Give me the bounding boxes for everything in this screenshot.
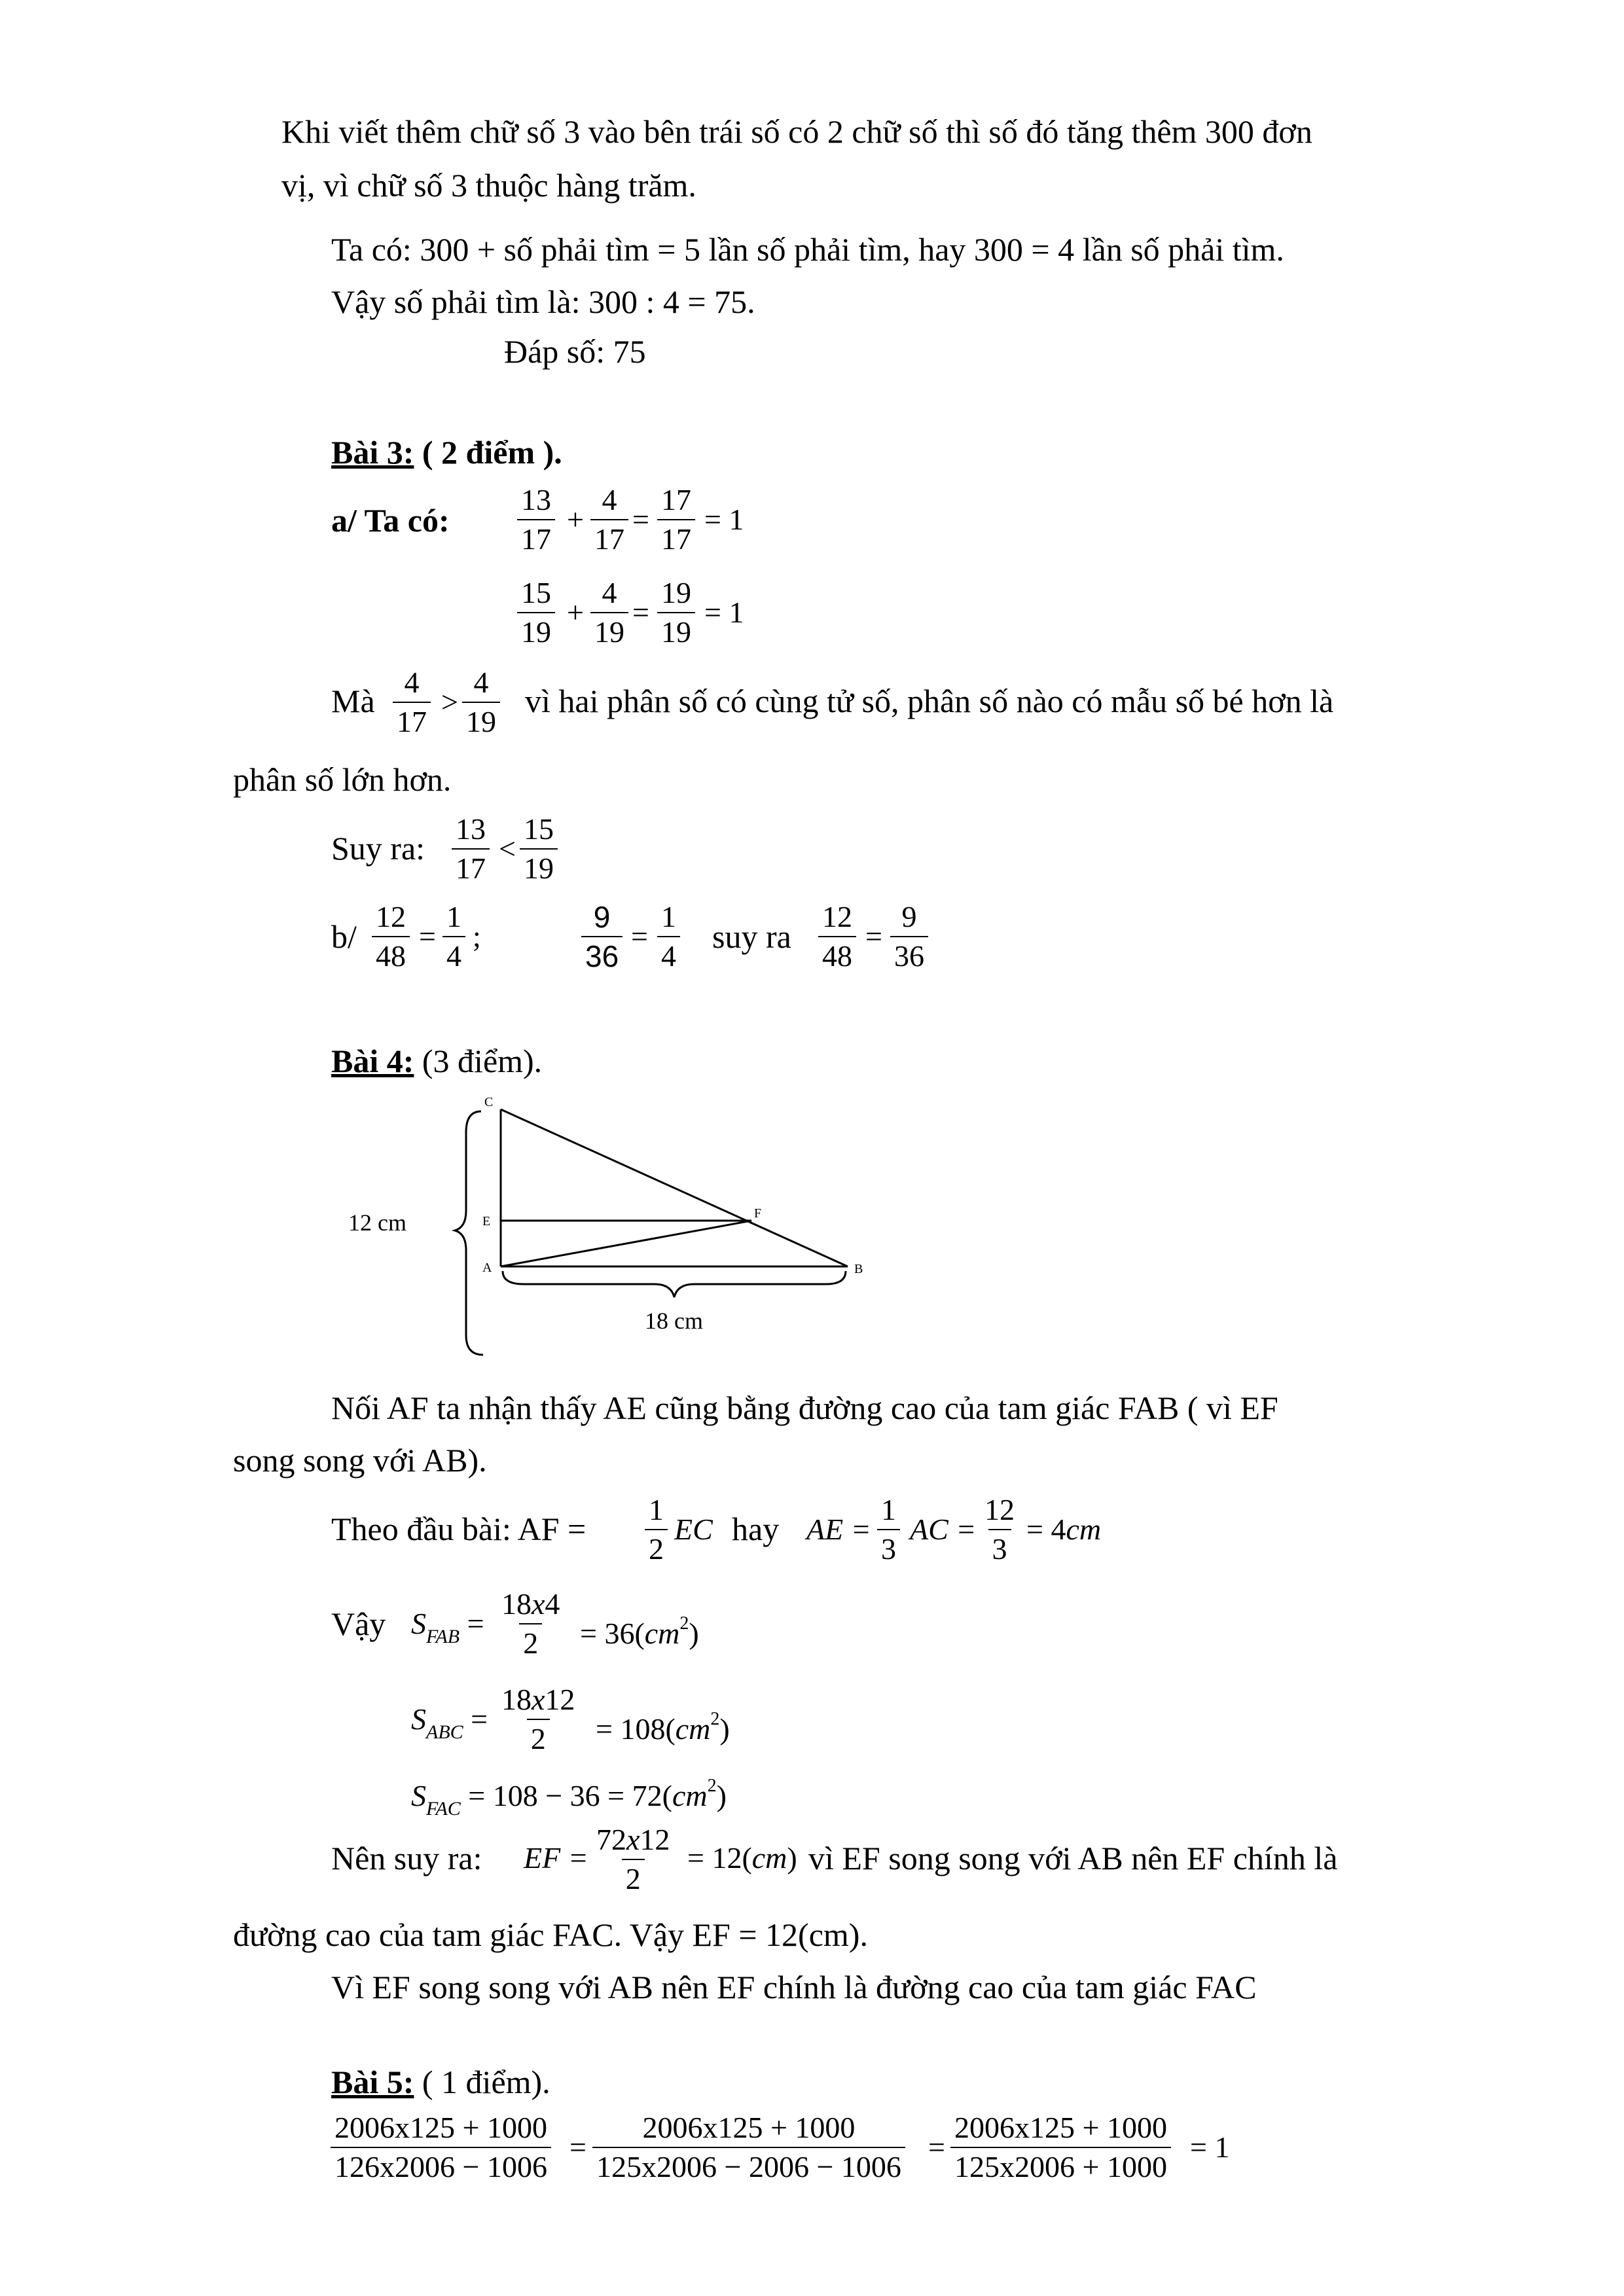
- height-brace: [455, 1111, 483, 1355]
- math-text: EF =: [524, 1841, 588, 1874]
- point-e-label: E: [482, 1214, 491, 1229]
- equals-sign: =: [632, 503, 649, 536]
- denominator: 36: [890, 936, 928, 975]
- numerator: 1: [661, 900, 676, 933]
- greater-than-sign: >: [441, 685, 458, 719]
- point-f-label: F: [754, 1206, 762, 1221]
- denominator: 36: [581, 936, 623, 975]
- intro-answer: Đáp số: 75: [504, 333, 646, 370]
- equation-result: = 1: [704, 503, 744, 536]
- numerator: 2006x125 + 1000: [642, 2111, 856, 2144]
- numerator: 19: [661, 576, 691, 609]
- math-text: $S_{FAB}$ =: [411, 1607, 484, 1647]
- numerator: 9: [593, 900, 611, 934]
- height-label: 12 cm: [348, 1210, 406, 1236]
- denominator: 48: [818, 936, 856, 975]
- denominator: 17: [590, 519, 628, 558]
- fraction: [877, 1491, 900, 1568]
- denominator: 17: [517, 519, 555, 558]
- math-text: = $36(cm^2)$: [580, 1613, 699, 1650]
- math-text: EC: [674, 1513, 713, 1546]
- numerator: 2006x125 + 1000: [334, 2111, 547, 2144]
- denominator: 19: [520, 848, 558, 888]
- base-label: 18 cm: [645, 1308, 703, 1334]
- equation-result: = 1: [1190, 2130, 1230, 2164]
- denominator: 48: [372, 936, 410, 975]
- bai5-heading: [331, 2062, 550, 2102]
- denominator: 3: [988, 1529, 1011, 1568]
- equals-sign: =: [632, 596, 649, 629]
- math-text: = 12(cm): [687, 1841, 797, 1874]
- math-text: AC =: [910, 1513, 977, 1546]
- fraction: [331, 2109, 551, 2186]
- fraction: [592, 2109, 905, 2186]
- bai3-points: ( 2 điểm ).: [422, 434, 562, 471]
- numerator: 9: [901, 900, 917, 933]
- numerator: 4: [473, 666, 489, 699]
- fraction: [645, 1491, 668, 1568]
- denominator: 2: [519, 1623, 542, 1662]
- plus-sign: +: [567, 596, 584, 629]
- denominator: 17: [393, 702, 431, 741]
- equals-sign: =: [865, 920, 882, 953]
- denominator: 4: [657, 936, 680, 975]
- bai4-para-1-line-2: song song với AB).: [233, 1442, 487, 1479]
- math-text: AE =: [806, 1513, 871, 1546]
- point-c-label: C: [484, 1095, 494, 1109]
- numerator: 12: [822, 900, 852, 933]
- semicolon: ;: [473, 920, 481, 953]
- math-text: = $108(cm^2)$: [596, 1709, 730, 1746]
- fraction: [497, 1585, 564, 1662]
- numerator: 72x12: [596, 1823, 670, 1856]
- ma-label: Mà: [331, 683, 375, 719]
- equals-sign: =: [569, 2130, 586, 2164]
- denominator: 17: [452, 848, 490, 888]
- theo-label: Theo đầu bài: AF =: [331, 1511, 586, 1547]
- denominator: 4: [442, 936, 465, 975]
- bai4-para-2: đường cao của tam giác FAC. Vậy EF = 12(cm).: [233, 1916, 868, 1953]
- fraction: [950, 2109, 1171, 2186]
- hay-label: hay: [732, 1511, 780, 1547]
- numerator: 1: [881, 1493, 896, 1526]
- math-text: $S_{ABC}$ =: [411, 1702, 488, 1743]
- bai4-title: Bài 4:: [331, 1043, 414, 1079]
- numerator: 15: [521, 576, 551, 609]
- bai5-points: ( 1 điểm).: [422, 2064, 550, 2100]
- equals-sign: =: [419, 920, 436, 953]
- less-than-sign: <: [499, 832, 516, 865]
- b-label: b/: [331, 918, 357, 955]
- intro-line-2: vị, vì chữ số 3 thuộc hàng trăm.: [281, 167, 696, 204]
- denominator: 19: [517, 612, 555, 651]
- base-brace: [503, 1271, 846, 1297]
- bai4-para-3: Vì EF song song với AB nên EF chính là đường cao của tam giác FAC: [331, 1969, 1257, 2005]
- denominator: 19: [657, 612, 695, 651]
- bai4-points: (3 điểm).: [422, 1043, 543, 1079]
- numerator: 2006x125 + 1000: [954, 2111, 1167, 2144]
- bai3-title: Bài 3:: [331, 434, 414, 471]
- nen-reason: vì EF song song với AB nên EF chính là: [808, 1840, 1338, 1876]
- numerator: 4: [602, 483, 617, 516]
- equals-sign: =: [928, 2130, 945, 2164]
- denominator: 2: [622, 1859, 645, 1898]
- point-b-label: B: [854, 1262, 863, 1276]
- intro-line-1: Khi viết thêm chữ số 3 vào bên trái số có 2 chữ số thì số đó tăng thêm 300 đơn: [281, 113, 1312, 150]
- numerator: 1: [649, 1493, 664, 1526]
- numerator: 18x12: [501, 1683, 575, 1716]
- point-a-label: A: [482, 1261, 492, 1275]
- numerator: 18x4: [501, 1587, 560, 1621]
- numerator: 12: [376, 900, 406, 933]
- suyra-label: Suy ra:: [331, 830, 425, 867]
- plus-sign: +: [567, 503, 584, 536]
- nen-label: Nên suy ra:: [331, 1840, 482, 1876]
- equals-sign: =: [631, 920, 648, 953]
- fraction: [497, 1681, 579, 1758]
- bai5-title: Bài 5:: [331, 2064, 414, 2100]
- intro-line-3: Ta có: 300 + số phải tìm = 5 lần số phải tìm, hay 300 = 4 lần số phải tìm.: [331, 231, 1284, 268]
- numerator: 4: [602, 576, 617, 609]
- denominator: 17: [657, 519, 695, 558]
- numerator: 13: [521, 483, 551, 516]
- reason-line-2: phân số lớn hơn.: [233, 761, 452, 798]
- denominator: 19: [590, 612, 628, 651]
- intro-line-4: Vậy số phải tìm là: 300 : 4 = 75.: [331, 283, 755, 320]
- math-text: $S_{FAC} = 108 - 36 = 72(cm^2)$: [411, 1776, 727, 1820]
- numerator: 4: [404, 666, 420, 699]
- numerator: 17: [661, 483, 691, 516]
- math-text: = 4cm: [1026, 1513, 1102, 1546]
- denominator: 126x2006 − 1006: [331, 2147, 551, 2186]
- denominator: 19: [462, 702, 500, 741]
- numerator: 13: [456, 812, 486, 846]
- bai4-para-1-line-1: Nối AF ta nhận thấy AE cũng bằng đường cao của tam giác FAB ( vì EF: [331, 1390, 1278, 1426]
- numerator: 1: [446, 900, 461, 933]
- segment-af: [501, 1221, 751, 1266]
- equation-result: = 1: [704, 596, 744, 629]
- fraction: [592, 1821, 674, 1898]
- denominator: 125x2006 − 2006 − 1006: [592, 2147, 905, 2186]
- bai3-a-label: a/ Ta có:: [331, 502, 450, 539]
- denominator: 2: [527, 1719, 550, 1758]
- vay-label: Vậy: [331, 1605, 386, 1642]
- b-suyra: suy ra: [712, 918, 791, 955]
- denominator: 2: [645, 1529, 668, 1568]
- segment-cb: [501, 1109, 848, 1266]
- denominator: 3: [877, 1529, 900, 1568]
- denominator: 125x2006 + 1000: [950, 2147, 1171, 2186]
- reason-line-1: vì hai phân số có cùng tử số, phân số nào có mẫu số bé hơn là: [525, 683, 1334, 719]
- numerator: 12: [984, 1493, 1015, 1526]
- numerator: 15: [524, 812, 554, 846]
- fraction: [981, 1491, 1019, 1568]
